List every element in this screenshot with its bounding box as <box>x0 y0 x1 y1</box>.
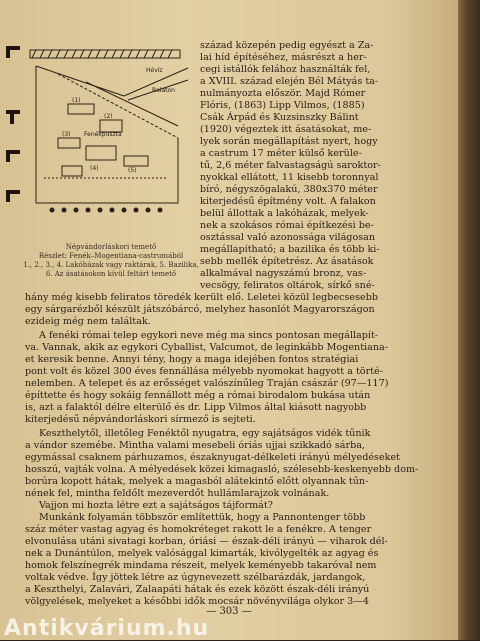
text-line: belül állottak a lakóházak, melyek- <box>200 208 369 219</box>
text-line: A fenéki római telep egykori neve még ma sincs pontosan megállapít- <box>39 330 379 341</box>
text-line: homok felszínegrék mindama részeit, melyek keményebb takaróval nem <box>25 560 377 571</box>
text-line: va. Vannak, akik az egykori Cyballist, Valcumot, de leginkább Mogentiana- <box>25 342 388 353</box>
text-line: nek a szokásos római építkezési be- <box>200 220 374 231</box>
text-line: egy sárgarézből készült játszóbárcó, melyhez hasonlót Magyarországon <box>25 304 375 315</box>
text-line: Munkánk folyamán többször említettük, hogy a Pannontenger több <box>39 512 366 523</box>
text-line: kiterjedésű építmény volt. A falakon <box>200 196 376 207</box>
book-spine <box>458 0 480 640</box>
text-line: et keresik benne. Annyi tény, hogy a maga idejében fontos stratégiai <box>25 354 359 365</box>
text-line: nulmányozta először. Majd Rómer <box>200 88 366 99</box>
text-line: nyokkal ellátott, 11 kisebb toronnyal <box>200 172 379 183</box>
site-plan-drawing <box>28 38 194 226</box>
site-plan-figure <box>28 38 194 226</box>
text-line: ezideig még nem találtak. <box>25 316 151 327</box>
label-3: (3) <box>62 131 71 138</box>
text-line: vecsögy, feliratos oltárok, sírkő sné- <box>200 280 375 291</box>
text-line: építtette és hogy sokáig fennállott még a római birodalom bukása után <box>25 390 371 401</box>
legend-markers <box>4 40 26 220</box>
text-line: borúra kopott hátak, melyek a magasból alátekintő előtt olyannak tűn- <box>25 476 369 487</box>
text-line: száz méter vastag agyag és homokréteget rakott le a fenékre. A tenger <box>25 524 372 535</box>
text-line: Keszthelytől, illetőleg Fenéktől nyugatra, egy sajátságos vidék tűnik <box>39 428 371 439</box>
text-line: is, azt a falaktól délre elterülő és dr. Lipp Vilmos által kiásott nagyobb <box>25 402 367 413</box>
text-line: (1920) végeztek itt ásatásokat, me- <box>200 124 372 135</box>
text-line: Csák Árpád és Kuzsinszky Bálint <box>200 112 359 123</box>
text-line: egymással csaknem párhuzamos, északnyugat-délkeleti irányú mélyedéseket <box>25 452 400 463</box>
figure-caption <box>16 243 206 279</box>
text-line: elvonulása utáni sivatagi korban, óriási — észak-déli irányú — viharok dél- <box>25 536 388 547</box>
text-line: a Keszthelyi, Zalavári, Zalaapáti hátak és ezek között észak-déli irányú <box>25 584 370 595</box>
label-1: (1) <box>72 97 81 104</box>
text-line: sebb mellék építetrész. Az ásatások <box>200 256 374 267</box>
text-line: Flóris, (1863) Lipp Vilmos, (1885) <box>200 100 365 111</box>
text-line: völgyelések, melyeket a későbbi idők mocsár növényvilága olykor 3—4 <box>25 596 369 607</box>
text-line: pont volt és közel 300 éves fennállása mélyebb nyomokat hagyott a törté- <box>25 366 383 377</box>
text-line: lai híd építéséhez, másrészt a her- <box>200 52 367 63</box>
text-line: nek a Dunántúlon, melyek valósággal kimarták, kivólygelték az agyag és <box>25 548 379 559</box>
text-line: hosszú, vajták volna. A mélyedések közei kimagasló, szélesebb-keskenyebb dom- <box>25 464 419 475</box>
text-line: cegi istállók felához használták fel, <box>200 64 371 75</box>
label-fenekpuszta: Fenékpuszta <box>84 131 122 138</box>
label-2: (2) <box>104 113 113 120</box>
text-line: kiterjedésű népvándorláskori sírmező is sejteti. <box>25 414 256 425</box>
label-balaton: Balaton <box>152 87 175 94</box>
caption-line: Népvándorláskori temető <box>65 243 157 251</box>
text-line: lyek során megállapítást nyert, hogy <box>200 136 378 147</box>
label-5: (5) <box>128 167 137 174</box>
text-line: alkalmával nagyszámú bronz, vas- <box>200 268 367 279</box>
label-4: (4) <box>90 165 99 172</box>
watermark: Antikvárium.hu <box>4 616 210 641</box>
text-line: bíró, négyszögalakú, 380x370 méter <box>200 184 378 195</box>
text-line: megállapítható; a bazilika és több ki- <box>200 244 380 255</box>
page-number: — 303 — <box>206 606 252 617</box>
text-line: voltak védve. Így jöttek létre az úgynevezett szélbarázdák, jardangok, <box>25 572 366 583</box>
text-line: osztással való azonossága világosan <box>200 232 376 243</box>
text-line: a XVIII. század elején Bél Mátyás ta- <box>200 76 379 87</box>
text-line: század közepén pedig egyészt a Za- <box>200 40 374 51</box>
text-line: a vándor szemébe. Mintha valami mesebeli óriás ujjai szikkadó sárba, <box>25 440 365 451</box>
text-line: hány még kisebb feliratos töredék került elő. Leletei közül legbecsesebb <box>25 292 378 303</box>
text-line: Vajjon mi hozta létre ezt a sajátságos tájformát? <box>39 500 273 511</box>
label-heviz: Hévíz <box>146 67 163 74</box>
text-line: nének fel, mintha feldőlt mezeverdőt hullámlarajzok volnának. <box>25 488 330 499</box>
caption-line: 6. Az ásatásokon kívül feltárt temető <box>45 270 177 278</box>
caption-line: 1., 2., 3., 4. Lakóházak vagy raktárak, 5. Bazilika, <box>23 261 199 269</box>
text-line: tű, 2,6 méter falvastagságú saroktor- <box>200 160 381 171</box>
caption-line: Részlet: Fenék–Mogentiana-castrumából <box>38 252 184 260</box>
text-line: a castrum 17 méter külső kerüle- <box>200 148 362 159</box>
text-line: nelemben. A telepet és az erősséget valószínűleg Traján császár (97—117) <box>25 378 389 389</box>
